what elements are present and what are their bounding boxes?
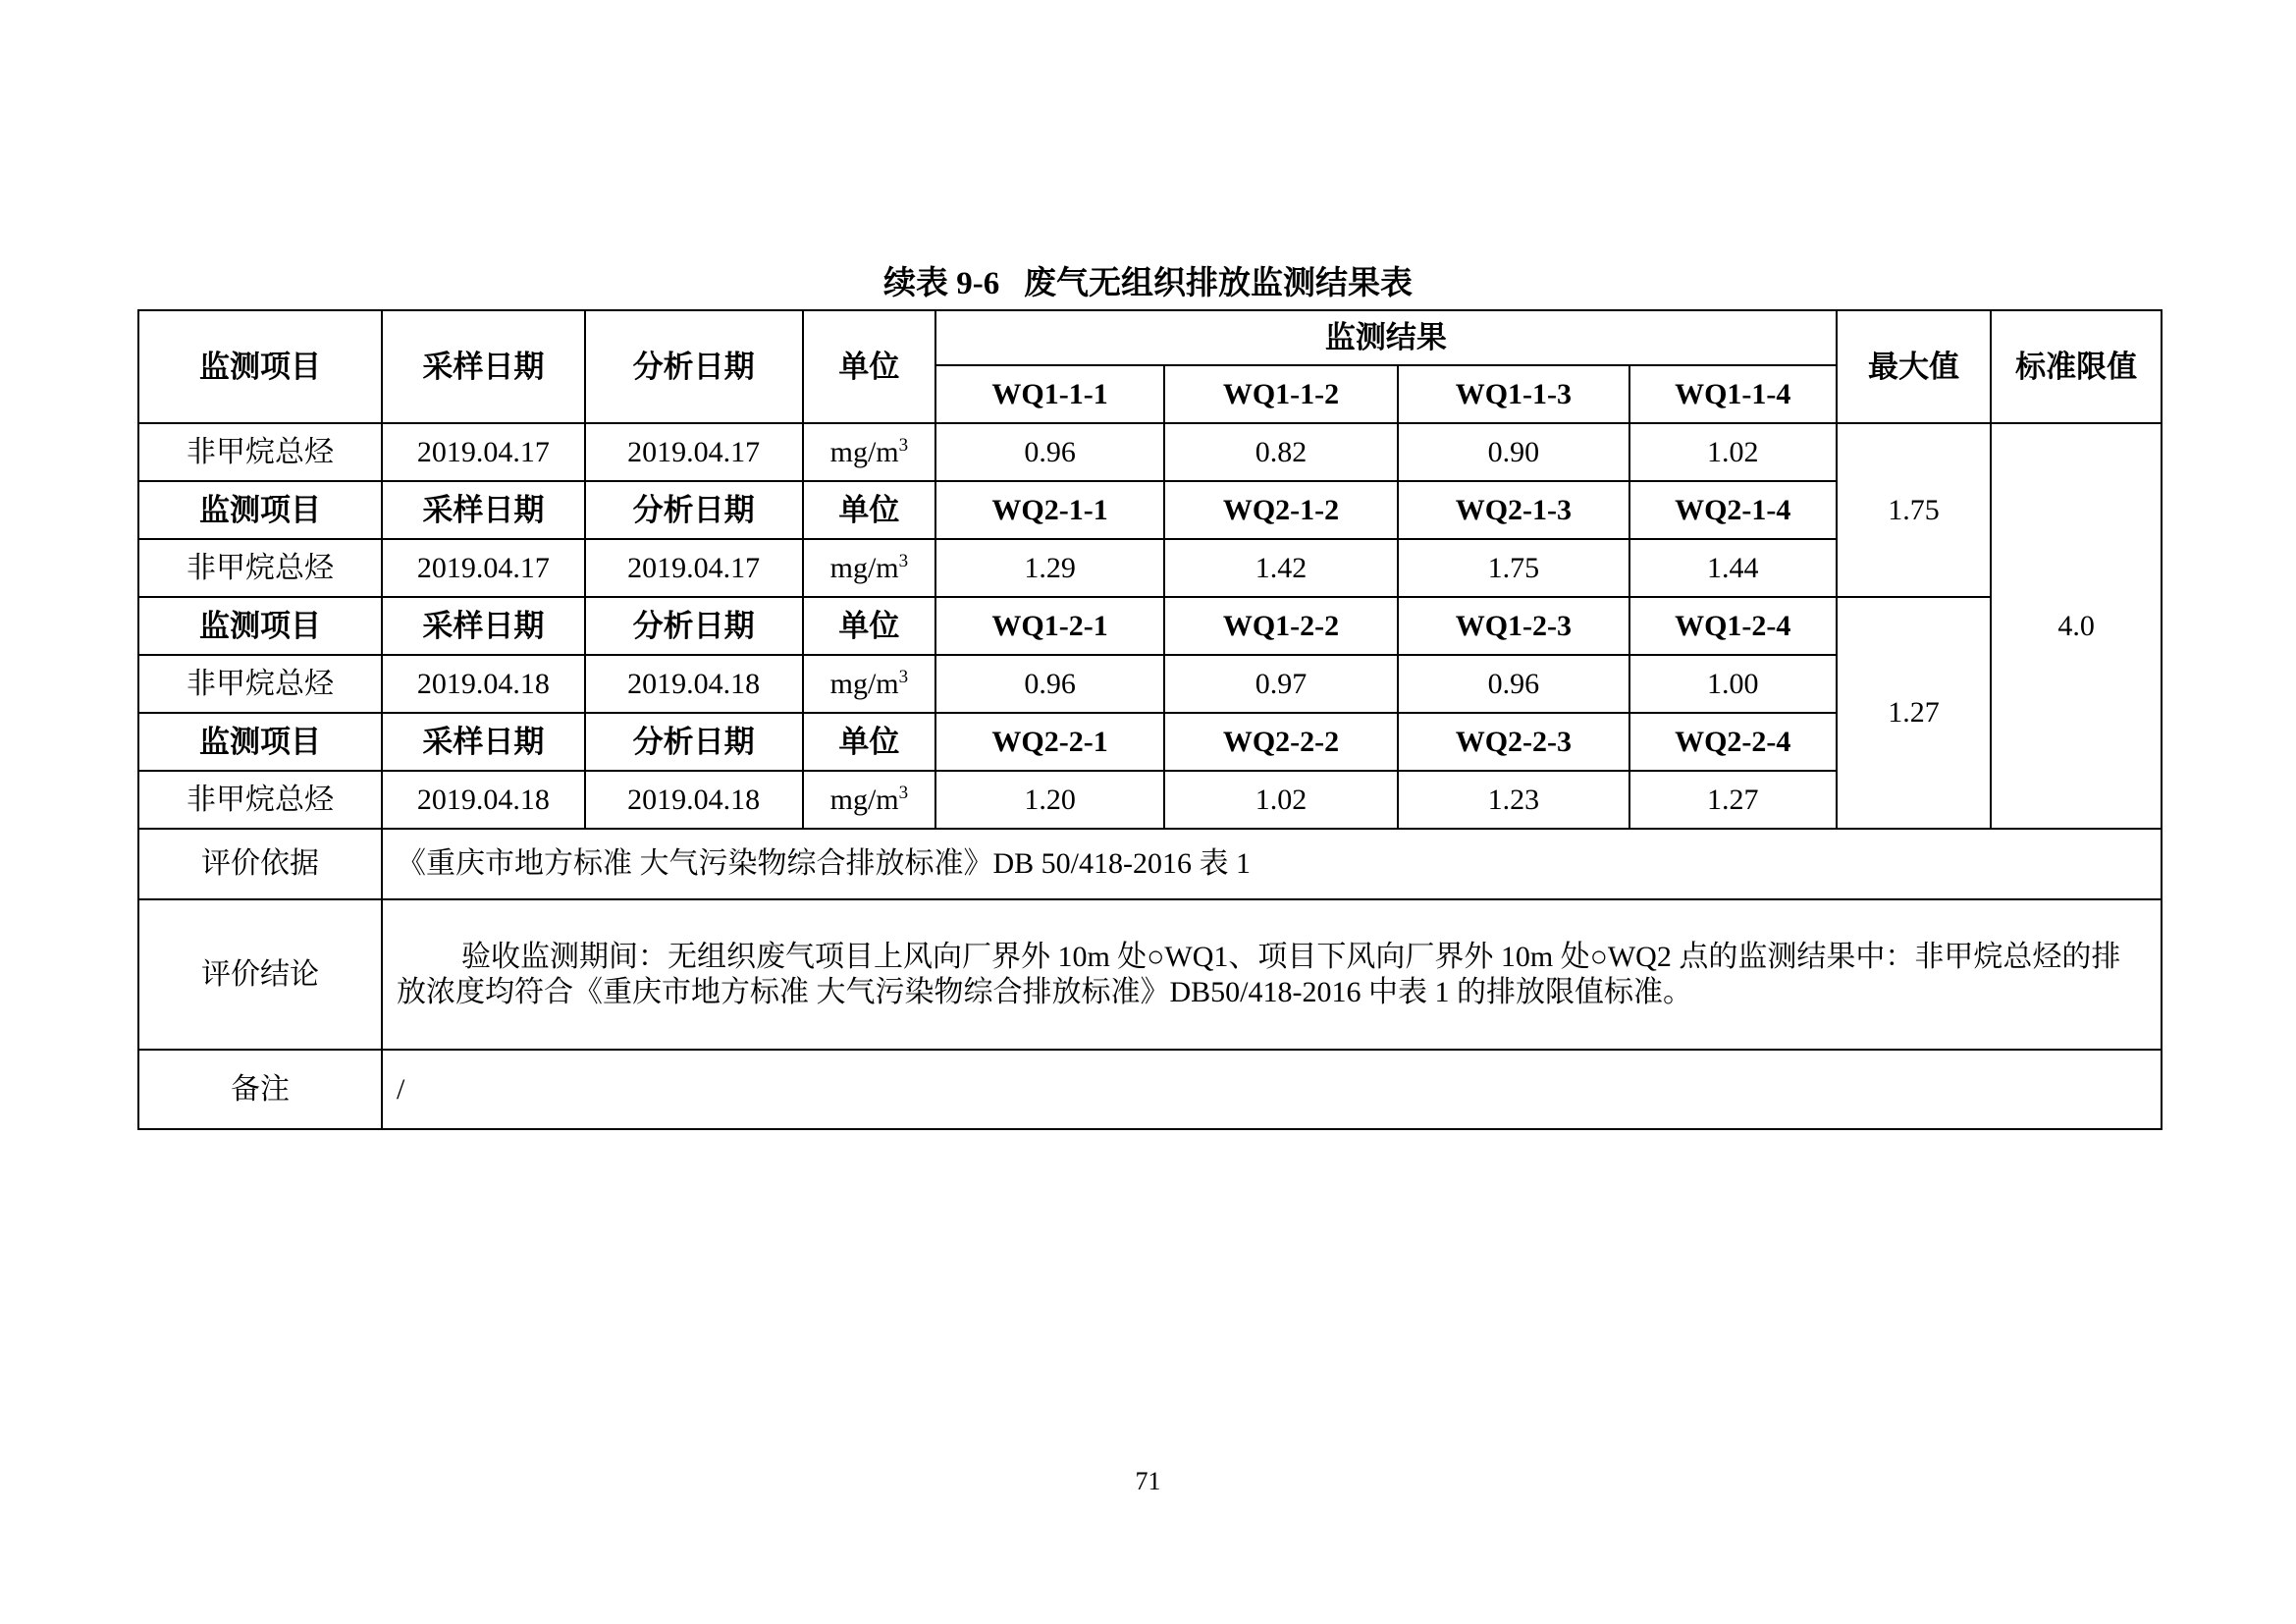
subheader-unit: 单位 <box>803 713 936 771</box>
sample-date-cell: 2019.04.18 <box>382 771 585 829</box>
value-cell: 0.96 <box>935 423 1164 481</box>
max-value-cell: 1.75 <box>1837 423 1992 597</box>
subheader-unit: 单位 <box>803 597 936 655</box>
point-label: WQ2-2-4 <box>1629 713 1837 771</box>
monitoring-results-table <box>137 309 2163 1130</box>
point-label: WQ1-2-1 <box>935 597 1164 655</box>
basis-row <box>138 829 2162 899</box>
page-number: 71 <box>1135 1467 1161 1495</box>
point-label: WQ2-1-2 <box>1164 481 1398 539</box>
sample-date-cell: 2019.04.17 <box>382 423 585 481</box>
value-cell: 1.27 <box>1629 771 1837 829</box>
header-limit: 标准限值 <box>1991 310 2162 423</box>
value-cell: 0.97 <box>1164 655 1398 713</box>
standard-limit-cell: 4.0 <box>1991 423 2162 829</box>
table-row-subheader <box>138 597 2162 655</box>
point-label: WQ2-2-2 <box>1164 713 1398 771</box>
value-cell: 1.29 <box>935 539 1164 597</box>
point-label: WQ1-1-4 <box>1629 365 1837 423</box>
value-cell: 1.23 <box>1398 771 1629 829</box>
point-label: WQ2-2-1 <box>935 713 1164 771</box>
header-unit: 单位 <box>803 310 936 423</box>
subheader-sample-date: 采样日期 <box>382 597 585 655</box>
value-cell: 1.02 <box>1629 423 1837 481</box>
analysis-date-cell: 2019.04.17 <box>585 423 803 481</box>
subheader-item: 监测项目 <box>138 713 382 771</box>
conclusion-row <box>138 899 2162 1050</box>
header-item: 监测项目 <box>138 310 382 423</box>
note-row <box>138 1050 2162 1129</box>
analysis-date-cell: 2019.04.17 <box>585 539 803 597</box>
value-cell: 0.96 <box>935 655 1164 713</box>
subheader-analysis-date: 分析日期 <box>585 713 803 771</box>
subheader-sample-date: 采样日期 <box>382 713 585 771</box>
point-label: WQ2-1-4 <box>1629 481 1837 539</box>
conclusion-text: 验收监测期间：无组织废气项目上风向厂界外 10m 处○WQ1、项目下风向厂界外 10m 处○WQ2 点的监测结果中：非甲烷总烃的排放浓度均符合《重庆市地方标准 大气污染物综合排放标准》DB50/418-2016 中表 1 的排放限值标准。 <box>382 899 2162 1050</box>
value-cell: 1.75 <box>1398 539 1629 597</box>
point-label: WQ1-1-2 <box>1164 365 1398 423</box>
unit-cell: $mg/m^3$ <box>803 539 936 597</box>
sample-date-cell: 2019.04.18 <box>382 655 585 713</box>
header-row <box>138 310 2162 365</box>
value-cell: 0.82 <box>1164 423 1398 481</box>
basis-label: 评价依据 <box>138 829 382 899</box>
subheader-item: 监测项目 <box>138 597 382 655</box>
unit-cell: $mg/m^3$ <box>803 655 936 713</box>
item-cell: 非甲烷总烃 <box>138 539 382 597</box>
subheader-unit: 单位 <box>803 481 936 539</box>
point-label: WQ1-1-1 <box>935 365 1164 423</box>
item-cell: 非甲烷总烃 <box>138 655 382 713</box>
max-value-cell: 1.27 <box>1837 597 1992 829</box>
value-cell: 1.20 <box>935 771 1164 829</box>
point-label: WQ1-2-2 <box>1164 597 1398 655</box>
point-label: WQ1-2-3 <box>1398 597 1629 655</box>
subheader-sample-date: 采样日期 <box>382 481 585 539</box>
value-cell: 1.02 <box>1164 771 1398 829</box>
point-label: WQ1-2-4 <box>1629 597 1837 655</box>
basis-text: 《重庆市地方标准 大气污染物综合排放标准》DB 50/418-2016 表 1 <box>382 829 2162 899</box>
header-analysis-date: 分析日期 <box>585 310 803 423</box>
item-cell: 非甲烷总烃 <box>138 423 382 481</box>
value-cell: 1.42 <box>1164 539 1398 597</box>
point-label: WQ1-1-3 <box>1398 365 1629 423</box>
header-max: 最大值 <box>1837 310 1992 423</box>
header-sample-date: 采样日期 <box>382 310 585 423</box>
item-cell: 非甲烷总烃 <box>138 771 382 829</box>
table-caption: 续表 9-6 废气无组织排放监测结果表 <box>883 266 1413 301</box>
sample-date-cell: 2019.04.17 <box>382 539 585 597</box>
note-text: / <box>382 1050 2162 1129</box>
table-row <box>138 423 2162 481</box>
point-label: WQ2-1-3 <box>1398 481 1629 539</box>
note-label: 备注 <box>138 1050 382 1129</box>
conclusion-label: 评价结论 <box>138 899 382 1050</box>
analysis-date-cell: 2019.04.18 <box>585 771 803 829</box>
unit-cell: $mg/m^3$ <box>803 423 936 481</box>
subheader-analysis-date: 分析日期 <box>585 481 803 539</box>
analysis-date-cell: 2019.04.18 <box>585 655 803 713</box>
point-label: WQ2-2-3 <box>1398 713 1629 771</box>
value-cell: 1.44 <box>1629 539 1837 597</box>
value-cell: 0.90 <box>1398 423 1629 481</box>
unit-cell: $mg/m^3$ <box>803 771 936 829</box>
value-cell: 1.00 <box>1629 655 1837 713</box>
header-results: 监测结果 <box>935 310 1837 365</box>
subheader-analysis-date: 分析日期 <box>585 597 803 655</box>
subheader-item: 监测项目 <box>138 481 382 539</box>
point-label: WQ2-1-1 <box>935 481 1164 539</box>
value-cell: 0.96 <box>1398 655 1629 713</box>
